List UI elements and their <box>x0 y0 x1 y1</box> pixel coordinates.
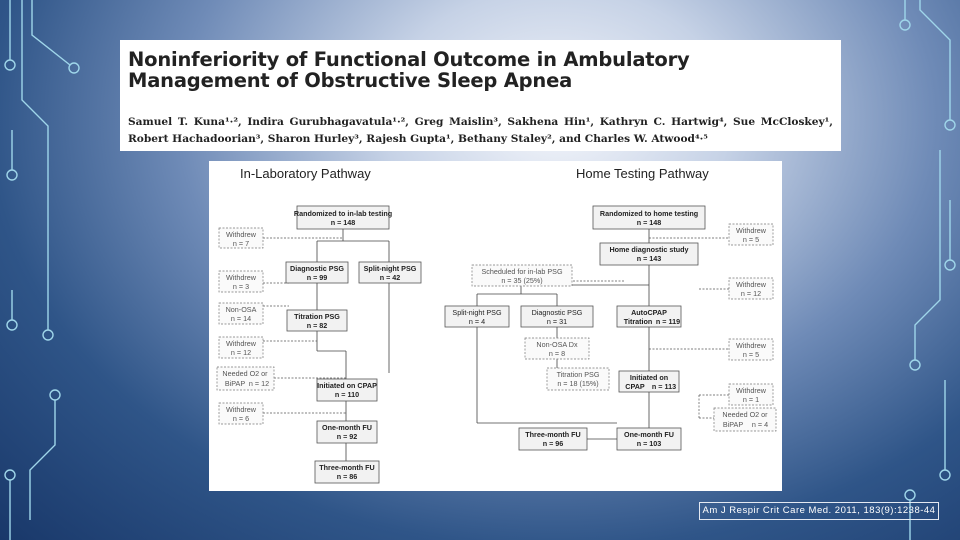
home-one-month-fu-n: n = 103 <box>636 439 662 448</box>
home-autocpap-box <box>617 306 681 327</box>
lab-one-month-fu-n: n = 92 <box>336 432 358 441</box>
citation-box: Am J Respir Crit Care Med. 2011, 183(9):1238-44 <box>699 502 939 520</box>
lab-needed-o2-n: n = 12 <box>248 379 270 388</box>
home-withdrew-4-n: n = 1 <box>742 395 760 404</box>
lab-non-osa-n: n = 14 <box>230 314 252 323</box>
lab-one-month-fu-label: One-month FU <box>322 423 372 432</box>
home-diagnostic-psg-box <box>521 306 593 327</box>
home-scheduled-inlab-n: n = 35 (25%) <box>501 276 543 285</box>
home-needed-o2-n: n = 4 <box>751 420 769 429</box>
paper-header <box>120 40 841 151</box>
paper-title: Noninferiority of Functional Outcome in Ambulatory Management of Obstructive Sleep Apnea <box>128 48 690 92</box>
lab-three-month-fu-box <box>315 461 379 483</box>
home-titration-psg-n: n = 18 (15%) <box>557 379 599 388</box>
lab-three-month-fu-n: n = 86 <box>336 472 358 481</box>
home-autocpap-n: n = 119 <box>655 317 681 326</box>
lab-withdrew-4-label: Withdrew <box>226 405 256 414</box>
home-titration-psg-label: Titration PSG <box>556 370 600 379</box>
lab-withdrew-2-label: Withdrew <box>226 273 256 282</box>
lab-initiated-cpap-box <box>317 379 377 401</box>
home-diagnostic-psg-n: n = 31 <box>546 317 568 326</box>
home-three-month-fu-box <box>519 428 587 450</box>
lab-one-month-fu-box <box>317 421 377 443</box>
lab-withdrew-3-label: Withdrew <box>226 339 256 348</box>
home-split-night-psg-label: Split-night PSG <box>452 308 502 317</box>
home-initiated-cpap-n: n = 113 <box>651 382 677 391</box>
lab-split-night-psg-n: n = 42 <box>379 273 401 282</box>
home-withdrew-2-label: Withdrew <box>736 280 766 289</box>
lab-needed-o2-label2: BiPAP <box>224 379 246 388</box>
home-needed-o2-box <box>714 408 776 431</box>
home-withdrew-3-n: n = 5 <box>742 350 760 359</box>
lab-titration-psg-box <box>287 310 347 331</box>
home-non-osa-dx-n: n = 8 <box>548 349 566 358</box>
home-randomized-n: n = 148 <box>636 218 662 227</box>
home-withdrew-3-label: Withdrew <box>736 341 766 350</box>
lab-withdrew-3-n: n = 12 <box>230 348 252 357</box>
lab-initiated-cpap-n: n = 110 <box>334 390 360 399</box>
lab-withdrew-4-box <box>219 403 263 424</box>
home-randomized-label: Randomized to home testing <box>599 209 699 218</box>
lab-needed-o2-label: Needed O2 or <box>222 369 268 378</box>
lab-randomized-n: n = 148 <box>330 218 356 227</box>
lab-split-night-psg-label: Split-night PSG <box>363 264 417 273</box>
lab-titration-psg-n: n = 82 <box>306 321 328 330</box>
home-withdrew-1-box <box>729 224 773 245</box>
lab-withdrew-4-n: n = 6 <box>232 414 250 423</box>
home-non-osa-dx-label: Non-OSA Dx <box>536 340 578 349</box>
lab-diagnostic-psg-n: n = 99 <box>306 273 328 282</box>
lab-non-osa-label: Non-OSA <box>225 305 257 314</box>
lab-pathway-heading: In-Laboratory Pathway <box>240 166 371 181</box>
home-diagnostic-study-box <box>600 243 698 265</box>
home-pathway-heading: Home Testing Pathway <box>576 166 709 181</box>
home-initiated-cpap-label: Initiated on <box>629 373 669 382</box>
home-one-month-fu-label: One-month FU <box>624 430 674 439</box>
flowchart-figure <box>209 161 782 491</box>
home-initiated-cpap-label2: CPAP <box>625 382 645 391</box>
lab-needed-o2-box <box>217 367 274 390</box>
home-one-month-fu-box <box>617 428 681 450</box>
home-withdrew-2-box <box>729 278 773 299</box>
flowchart-canvas <box>209 161 782 491</box>
lab-withdrew-1-n: n = 7 <box>232 239 250 248</box>
home-initiated-cpap-box <box>619 371 679 392</box>
home-titration-psg-box <box>547 368 609 390</box>
lab-non-osa-box <box>219 303 263 324</box>
home-diagnostic-study-n: n = 143 <box>636 254 662 263</box>
home-non-osa-dx-box <box>525 338 589 359</box>
home-withdrew-1-label: Withdrew <box>736 226 766 235</box>
lab-diagnostic-psg-label: Diagnostic PSG <box>290 264 344 273</box>
home-withdrew-2-n: n = 12 <box>740 289 762 298</box>
home-withdrew-4-label: Withdrew <box>736 386 766 395</box>
lab-randomized-box <box>294 206 392 229</box>
home-withdrew-1-n: n = 5 <box>742 235 760 244</box>
lab-titration-psg-label: Titration PSG <box>294 312 340 321</box>
home-scheduled-inlab-box <box>472 265 572 286</box>
lab-withdrew-1-box <box>219 228 263 248</box>
home-autocpap-label2: Titration <box>623 317 653 326</box>
home-needed-o2-label: Needed O2 or <box>722 410 768 419</box>
lab-randomized-label: Randomized to in-lab testing <box>293 209 393 218</box>
home-diagnostic-psg-label: Diagnostic PSG <box>531 308 583 317</box>
lab-three-month-fu-label: Three-month FU <box>319 463 375 472</box>
lab-withdrew-1-label: Withdrew <box>226 230 256 239</box>
home-randomized-box <box>593 206 705 229</box>
home-split-night-psg-n: n = 4 <box>468 317 486 326</box>
lab-withdrew-2-box <box>219 271 263 292</box>
lab-withdrew-2-n: n = 3 <box>232 282 250 291</box>
home-three-month-fu-n: n = 96 <box>542 439 564 448</box>
paper-authors: Samuel T. Kuna¹·², Indira Gurubhagavatula¹·², Greg Maislin³, Sakhena Hin¹, Kathryn C. Hartwig⁴, Sue McCloskey¹, Robert Hachadoorian³, Sharon Hurley³, Rajesh Gupta¹, Bethany Staley², and Charles W. Atwood⁴·⁵ <box>128 116 833 145</box>
home-withdrew-4-box <box>729 384 773 405</box>
lab-initiated-cpap-label: Initiated on CPAP <box>317 381 377 390</box>
home-three-month-fu-label: Three-month FU <box>525 430 581 439</box>
lab-split-night-psg-box <box>359 262 421 283</box>
home-needed-o2-label2: BiPAP <box>722 420 744 429</box>
home-diagnostic-study-label: Home diagnostic study <box>609 245 689 254</box>
home-autocpap-label: AutoCPAP <box>631 308 667 317</box>
home-scheduled-inlab-label: Scheduled for in-lab PSG <box>481 267 563 276</box>
lab-diagnostic-psg-box <box>286 262 348 283</box>
lab-withdrew-3-box <box>219 337 263 358</box>
home-split-night-psg-box <box>445 306 509 327</box>
home-withdrew-3-box <box>729 339 773 360</box>
